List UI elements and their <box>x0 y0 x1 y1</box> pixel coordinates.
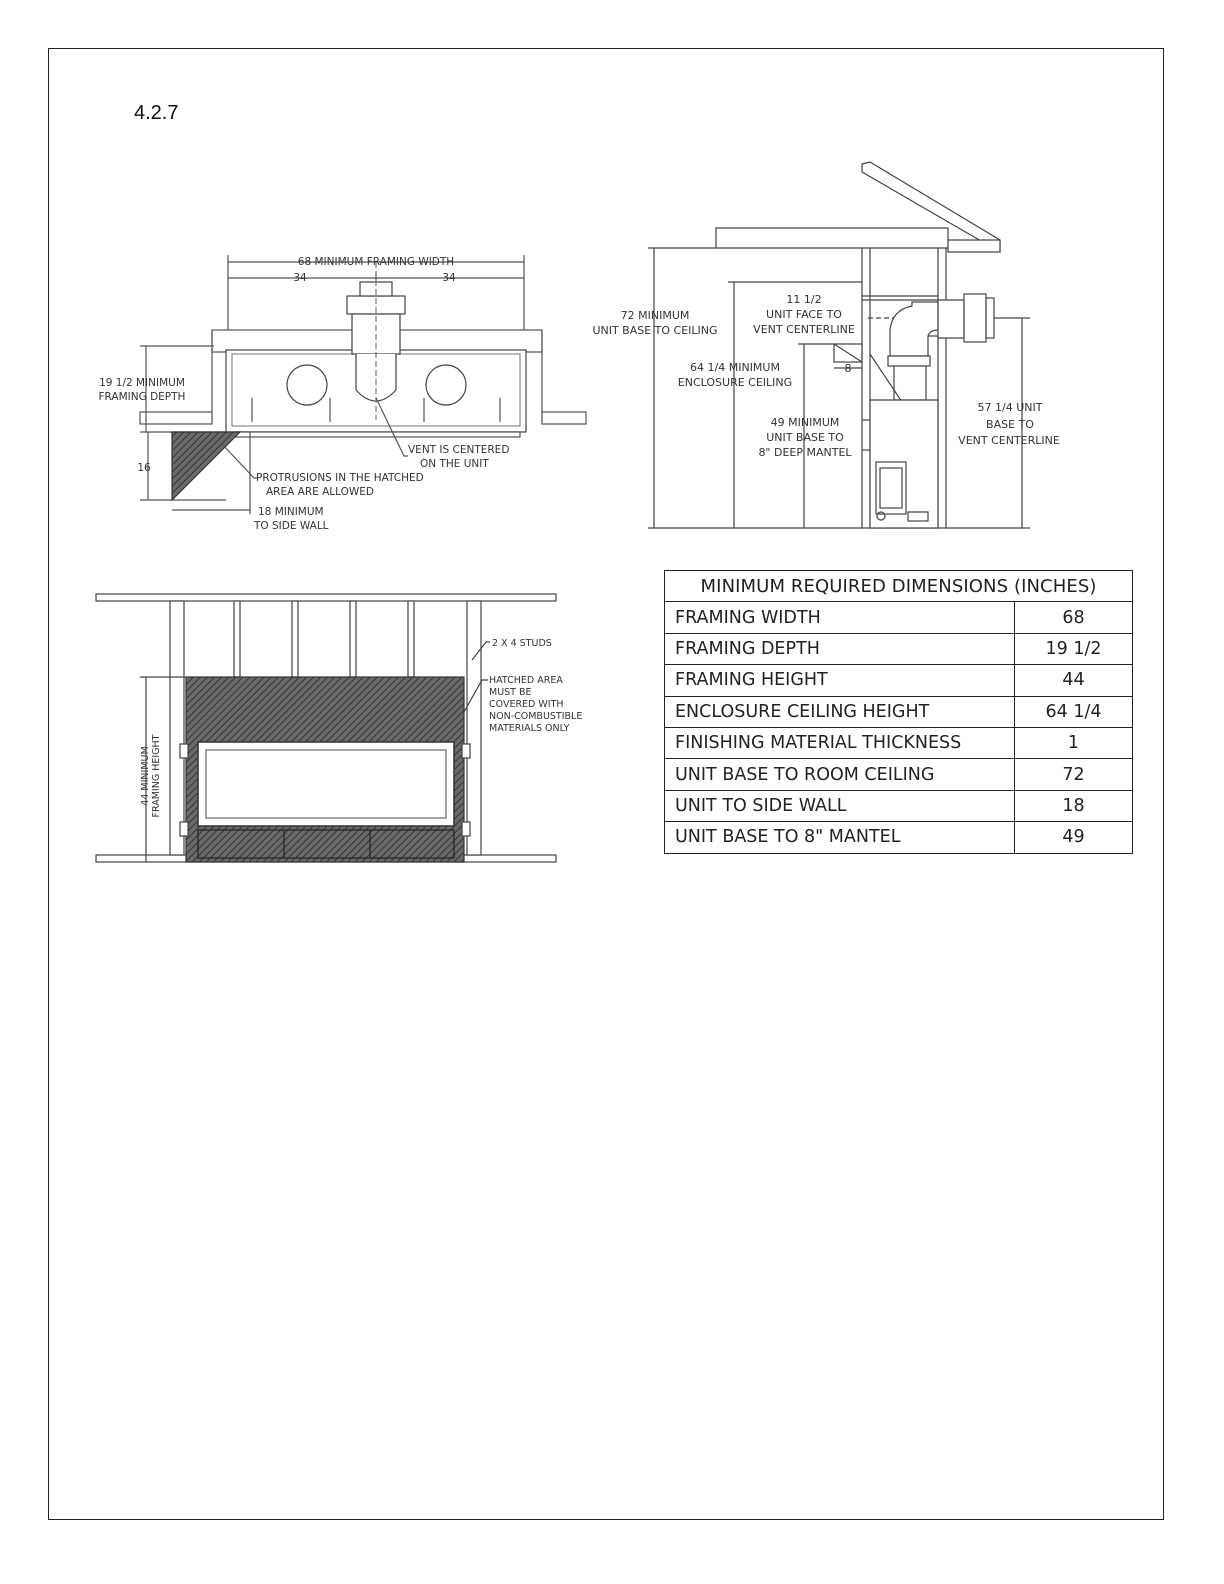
row-label: ENCLOSURE CEILING HEIGHT <box>665 696 1015 727</box>
unit-face-label-1: 11 1/2 <box>786 293 822 306</box>
hatched-label-5: MATERIALS ONLY <box>489 723 570 734</box>
row-value: 64 1/4 <box>1015 696 1133 727</box>
framing-height-label-1: 44 MINIMUM <box>140 746 151 806</box>
table-row <box>665 602 1133 633</box>
row-value: 72 <box>1015 759 1133 790</box>
row-value: 49 <box>1015 822 1133 853</box>
mantel-label-3: 8" DEEP MANTEL <box>758 446 852 459</box>
row-label: UNIT TO SIDE WALL <box>665 790 1015 821</box>
sidewall-label-1: 18 MINIMUM <box>258 506 324 518</box>
table-row <box>665 790 1133 821</box>
row-value: 68 <box>1015 602 1133 633</box>
hatched-label-3: COVERED WITH <box>489 699 564 710</box>
row-value: 44 <box>1015 665 1133 696</box>
sidewall-label-2: TO SIDE WALL <box>254 520 329 532</box>
ceiling-label-1: 72 MINIMUM <box>620 309 690 322</box>
framing-height-label-2: FRAMING HEIGHT <box>151 734 162 818</box>
table-row <box>665 759 1133 790</box>
dim-8-label: 8 <box>844 362 852 375</box>
ceiling-label-2: UNIT BASE TO CEILING <box>592 324 718 337</box>
depth-label-2: FRAMING DEPTH <box>98 391 186 403</box>
vent-centerline-label-3: VENT CENTERLINE <box>958 434 1060 447</box>
row-value: 18 <box>1015 790 1133 821</box>
vent-centered-label-2: ON THE UNIT <box>420 458 489 470</box>
row-label: FRAMING HEIGHT <box>665 665 1015 696</box>
depth-label-1: 19 1/2 MINIMUM <box>99 377 185 389</box>
table-row <box>665 633 1133 664</box>
protrusion-label-1: PROTRUSIONS IN THE HATCHED <box>256 472 424 484</box>
half-width-left-label: 34 <box>293 272 307 284</box>
side-view-drawing <box>648 162 1030 528</box>
row-value: 1 <box>1015 727 1133 758</box>
row-label: FRAMING DEPTH <box>665 633 1015 664</box>
table-row <box>665 727 1133 758</box>
half-width-right-label: 34 <box>442 272 456 284</box>
enclosure-label-1: 64 1/4 MINIMUM <box>690 361 780 374</box>
enclosure-label-2: ENCLOSURE CEILING <box>677 376 793 389</box>
row-label: UNIT BASE TO 8" MANTEL <box>665 822 1015 853</box>
table-title: MINIMUM REQUIRED DIMENSIONS (INCHES) <box>665 571 1133 602</box>
row-label: UNIT BASE TO ROOM CEILING <box>665 759 1015 790</box>
studs-label: 2 X 4 STUDS <box>492 638 552 649</box>
vent-centerline-label-1: 57 1/4 UNIT <box>977 401 1043 414</box>
framing-width-label: 68 MINIMUM FRAMING WIDTH <box>297 256 455 268</box>
vent-centerline-label-2: BASE TO <box>986 418 1034 431</box>
table-row <box>665 822 1133 853</box>
dim-16-label: 16 <box>137 462 151 474</box>
unit-face-label-3: VENT CENTERLINE <box>753 323 855 336</box>
mantel-label-2: UNIT BASE TO <box>766 431 844 444</box>
minimum-dimensions-table <box>664 570 1133 854</box>
vent-centered-label-1: VENT IS CENTERED <box>408 444 510 456</box>
hatched-label-2: MUST BE <box>489 687 532 698</box>
table-header-row <box>665 571 1133 602</box>
table-row <box>665 696 1133 727</box>
mantel-label-1: 49 MINIMUM <box>770 416 840 429</box>
row-label: FINISHING MATERIAL THICKNESS <box>665 727 1015 758</box>
row-label: FRAMING WIDTH <box>665 602 1015 633</box>
table-row <box>665 665 1133 696</box>
front-view-drawing <box>96 594 556 862</box>
unit-face-label-2: UNIT FACE TO <box>766 308 842 321</box>
hatched-label-4: NON-COMBUSTIBLE <box>489 711 583 722</box>
section-number: 4.2.7 <box>134 102 179 124</box>
protrusion-label-2: AREA ARE ALLOWED <box>266 486 374 498</box>
row-value: 19 1/2 <box>1015 633 1133 664</box>
hatched-label-1: HATCHED AREA <box>489 675 563 686</box>
